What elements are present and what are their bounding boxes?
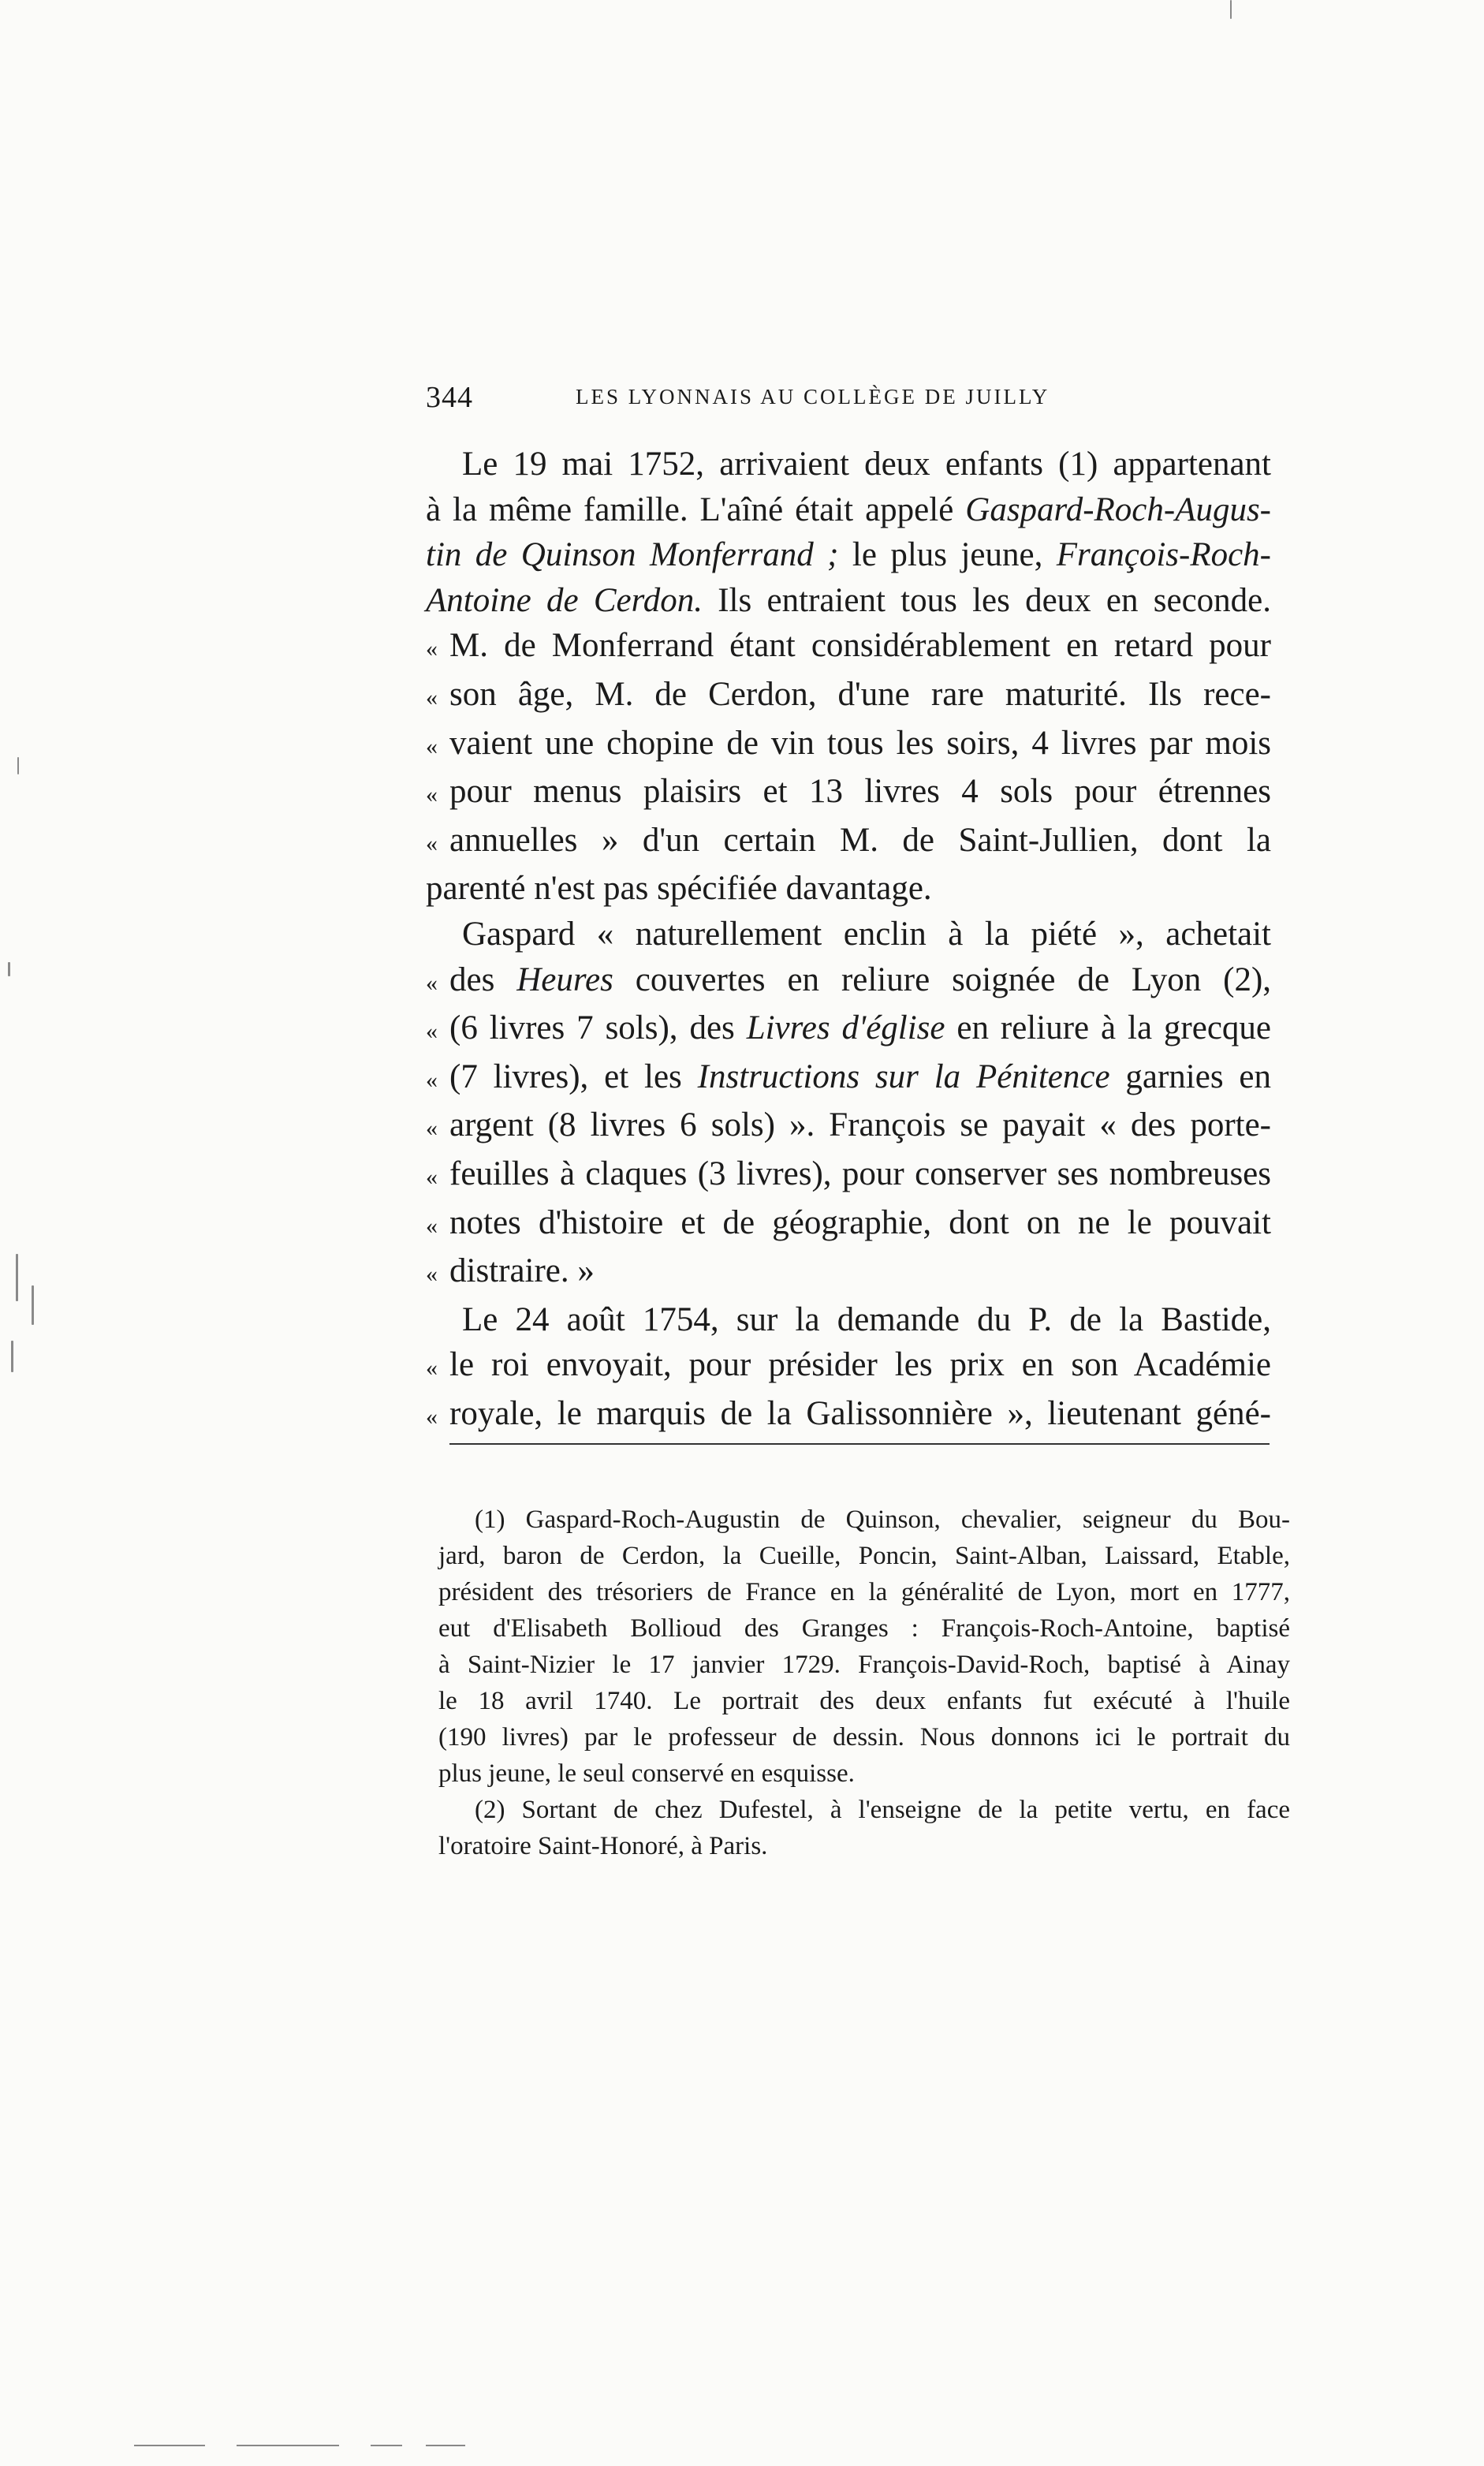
text-line: « distraire. »	[426, 1252, 595, 1290]
footnote-line: (190 livres) par le professeur de dessin. Nous donnons ici le portrait du	[438, 1723, 1290, 1752]
footnote-line: plus jeune, le seul conservé en esquisse.	[438, 1759, 855, 1788]
running-head: LES LYONNAIS AU COLLÈGE DE JUILLY	[576, 385, 1050, 409]
footnote-line: (2) Sortant de chez Dufestel, à l'enseigne de la petite vertu, en face	[475, 1796, 1290, 1824]
text-line: Gaspard « naturellement enclin à la piété », achetait	[462, 915, 1271, 953]
text-line: « notes d'histoire et de géographie, dont on ne le pouvait	[426, 1203, 1271, 1241]
footnote-line: à Saint-Nizier le 17 janvier 1729. François-David-Roch, baptisé à Ainay	[438, 1651, 1290, 1679]
text-line: Le 19 mai 1752, arrivaient deux enfants (1) appartenant	[462, 446, 1271, 483]
page-header	[426, 380, 1277, 427]
text-line: « pour menus plaisirs et 13 livres 4 sols pour étrennes	[426, 773, 1271, 811]
footnote-divider	[449, 1443, 1270, 1445]
text-line: « argent (8 livres 6 sols) ». François se payait « des porte-	[426, 1106, 1271, 1144]
text-line: « feuilles à claques (3 livres), pour conserver ses nombreuses	[426, 1155, 1271, 1192]
text-line: « (6 livres 7 sols), des Livres d'église en reliure à la grecque	[426, 1009, 1272, 1047]
scan-speck	[11, 1341, 13, 1372]
text-line: « vaient une chopine de vin tous les soirs, 4 livres par mois	[426, 724, 1271, 762]
scan-edge-marks	[134, 2445, 465, 2448]
text-line: « le roi envoyait, pour présider les prix en son Académie	[426, 1346, 1271, 1384]
footnote-line: l'oratoire Saint-Honoré, à Paris.	[438, 1832, 768, 1860]
scan-speck	[16, 1254, 18, 1301]
footnote-line: (1) Gaspard-Roch-Augustin de Quinson, chevalier, seigneur du Bou-	[475, 1505, 1290, 1534]
text-line: Antoine de Cerdon. Ils entraient tous les deux en seconde.	[426, 581, 1271, 619]
text-line: « (7 livres), et les Instructions sur la Pénitence garnies en	[426, 1058, 1271, 1095]
scan-speck	[32, 1285, 34, 1325]
scan-speck	[8, 962, 10, 976]
text-line: « M. de Monferrand étant considérablement en retard pour	[426, 627, 1271, 665]
text-line: « annuelles » d'un certain M. de Saint-Jullien, dont la	[426, 821, 1271, 859]
text-line: « royale, le marquis de la Galissonnière », lieutenant géné-	[426, 1394, 1271, 1432]
footnote-line: eut d'Elisabeth Bollioud des Granges : François-Roch-Antoine, baptisé	[438, 1614, 1290, 1643]
text-line: à la même famille. L'aîné était appelé Gaspard-Roch-Augus-	[426, 491, 1272, 528]
text-line: parenté n'est pas spécifiée davantage.	[426, 870, 932, 908]
footnote-line: le 18 avril 1740. Le portrait des deux enfants fut exécuté à l'huile	[438, 1687, 1290, 1715]
scan-speck	[17, 757, 19, 774]
text-line: « son âge, M. de Cerdon, d'une rare maturité. Ils rece-	[426, 675, 1271, 713]
body-text	[426, 442, 1271, 1439]
footnote-line: président des trésoriers de France en la généralité de Lyon, mort en 1777,	[438, 1578, 1290, 1606]
page-number: 344	[426, 381, 473, 414]
text-line: « des Heures couvertes en reliure soignée de Lyon (2),	[426, 961, 1272, 998]
text-line: tin de Quinson Monferrand ; le plus jeune, François-Roch-	[426, 536, 1272, 574]
text-line: Le 24 août 1754, sur la demande du P. de la Bastide,	[462, 1300, 1271, 1338]
footnotes	[438, 1502, 1290, 1864]
footnote-line: jard, baron de Cerdon, la Cueille, Poncin, Saint-Alban, Laissard, Etable,	[438, 1542, 1290, 1570]
scan-speck	[1230, 0, 1232, 19]
